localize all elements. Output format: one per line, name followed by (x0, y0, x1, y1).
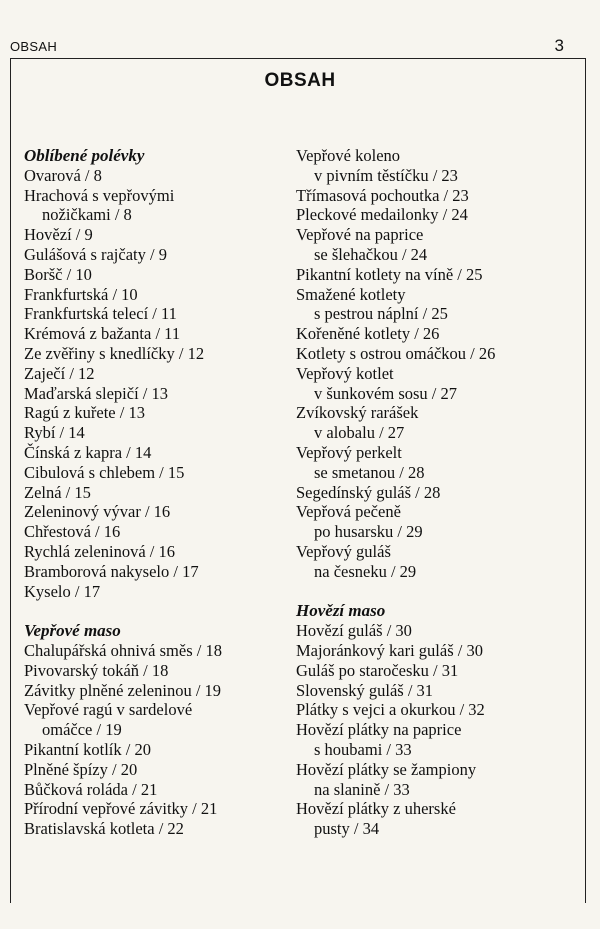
toc-entry-continuation: na česneku / 29 (314, 561, 417, 581)
toc-entry (296, 641, 586, 661)
toc-entry-text: Pikantní kotlík / 20 (24, 739, 151, 759)
toc-entry (296, 324, 586, 344)
toc-entry (296, 146, 586, 186)
toc-entry (296, 285, 586, 325)
toc-entry-text: Boršč / 10 (24, 264, 92, 284)
toc-entry (24, 364, 284, 384)
toc-entry-continuation: s pestrou náplní / 25 (314, 304, 448, 324)
toc-entry (296, 403, 586, 443)
toc-entry-text: Čínská z kapra / 14 (24, 442, 152, 462)
toc-entry (296, 443, 586, 483)
toc-entry-text: Pikantní kotlety na víně / 25 (296, 264, 483, 284)
toc-entry-text: Vepřové koleno (296, 146, 401, 165)
toc-entry-text: Smažené kotlety (296, 284, 406, 304)
toc-entry (296, 265, 586, 285)
toc-entry (24, 186, 284, 226)
page-title: OBSAH (264, 70, 336, 91)
toc-entry-text: Frankfurtská telecí / 11 (24, 304, 177, 324)
toc-entry-text: Kyselo / 17 (24, 581, 101, 601)
toc-entry (24, 245, 284, 265)
toc-entry (24, 166, 284, 186)
section-gap (296, 582, 586, 602)
toc-entry (24, 502, 284, 522)
toc-entry (24, 760, 284, 780)
toc-entry-continuation: nožičkami / 8 (42, 205, 132, 225)
toc-entry (296, 364, 586, 404)
toc-entry (296, 205, 586, 225)
toc-entry (24, 700, 284, 740)
toc-entry-continuation: omáčce / 19 (42, 720, 122, 740)
toc-entry-text: Kořeněné kotlety / 26 (296, 324, 440, 344)
toc-entry-text: Segedínský guláš / 28 (296, 482, 441, 502)
toc-entry-text: Zeleninový vývar / 16 (24, 502, 171, 522)
toc-entry-text: Ragú z kuřete / 13 (24, 403, 145, 423)
toc-entry (24, 344, 284, 364)
running-header (10, 36, 564, 56)
toc-entry-continuation: na slanině / 33 (314, 779, 410, 799)
toc-entry-text: Vepřové ragú v sardelové (24, 700, 193, 720)
toc-entry (24, 522, 284, 542)
toc-entry-text: Frankfurtská / 10 (24, 284, 138, 304)
toc-entry-text: Rychlá zeleninová / 16 (24, 541, 175, 561)
toc-entry-text: Hovězí plátky z uherské (296, 799, 456, 819)
toc-entry (296, 502, 586, 542)
toc-entry (24, 265, 284, 285)
toc-entry-text: Majoránkový kari guláš / 30 (296, 640, 483, 660)
toc-entry-text: Krémová z bažanta / 11 (24, 324, 181, 344)
toc-entry-continuation: s houbami / 33 (314, 739, 412, 759)
toc-entry-text: Zelná / 15 (24, 482, 91, 502)
toc-entry-text: Plátky s vejci a okurkou / 32 (296, 700, 485, 720)
toc-entry-text: Chalupářská ohnivá směs / 18 (24, 640, 222, 660)
toc-entry-text: Ze zvěřiny s knedlíčky / 12 (24, 343, 205, 363)
toc-entry (296, 621, 586, 641)
toc-entry (24, 542, 284, 562)
toc-entry (24, 641, 284, 661)
toc-entry (296, 225, 586, 265)
toc-entry (296, 760, 586, 800)
section-heading: Vepřové maso (24, 621, 121, 641)
toc-entry-text: Přírodní vepřové závitky / 21 (24, 799, 218, 819)
toc-entry-text: Pleckové medailonky / 24 (296, 205, 468, 225)
toc-left-column (24, 146, 284, 839)
toc-entry-text: Chřestová / 16 (24, 522, 121, 542)
toc-entry (24, 423, 284, 443)
toc-entry (296, 681, 586, 701)
toc-entry-continuation: pusty / 34 (314, 819, 380, 839)
toc-entry (24, 799, 284, 819)
toc-entry-text: Bůčková roláda / 21 (24, 779, 158, 799)
toc-entry (24, 225, 284, 245)
toc-entry-text: Rybí / 14 (24, 423, 85, 443)
toc-entry-continuation: v pivním těstíčku / 23 (314, 165, 458, 185)
section-gap (24, 601, 284, 621)
section-heading: Oblíbené polévky (24, 146, 145, 165)
toc-entry (24, 661, 284, 681)
toc-entry (296, 700, 586, 720)
toc-entry-text: Vepřový perkelt (296, 442, 402, 462)
toc-entry (296, 542, 586, 582)
toc-entry (24, 443, 284, 463)
toc-entry-continuation: v šunkovém sosu / 27 (314, 383, 458, 403)
toc-entry (296, 720, 586, 760)
toc-entry (24, 562, 284, 582)
page-number: 3 (554, 36, 564, 55)
toc-entry-text: Hovězí / 9 (24, 225, 93, 245)
toc-entry (24, 582, 284, 602)
toc-entry (24, 403, 284, 423)
toc-entry-text: Hovězí plátky se žampiony (296, 759, 477, 779)
toc-entry (24, 324, 284, 344)
running-header-title: OBSAH (10, 39, 58, 54)
toc-entry (296, 186, 586, 206)
toc-entry (24, 681, 284, 701)
toc-entry (24, 483, 284, 503)
toc-entry-text: Kotlety s ostrou omáčkou / 26 (296, 343, 496, 363)
toc-entry-continuation: se šlehačkou / 24 (314, 244, 428, 264)
toc-entry-text: Pivovarský tokáň / 18 (24, 660, 169, 680)
toc-entry (24, 780, 284, 800)
toc-entry-text: Ovarová / 8 (24, 165, 102, 185)
toc-entry (296, 344, 586, 364)
toc-entry-text: Vepřové na paprice (296, 225, 424, 245)
toc-entry-text: Vepřový guláš (296, 541, 391, 561)
toc-entry-text: Cibulová s chlebem / 15 (24, 462, 185, 482)
toc-entry-text: Slovenský guláš / 31 (296, 680, 434, 700)
toc-entry-text: Gulášová s rajčaty / 9 (24, 244, 167, 264)
toc-right-column (296, 146, 586, 839)
toc-entry (24, 285, 284, 305)
toc-entry-continuation: v alobalu / 27 (314, 423, 405, 443)
toc-entry-text: Třímasová pochoutka / 23 (296, 185, 469, 205)
toc-entry (296, 483, 586, 503)
toc-entry-text: Bratislavská kotleta / 22 (24, 819, 184, 839)
toc-entry-continuation: se smetanou / 28 (314, 462, 425, 482)
toc-entry-text: Vepřový kotlet (296, 363, 394, 383)
toc-entry-continuation: po husarsku / 29 (314, 522, 423, 542)
toc-entry (24, 304, 284, 324)
toc-entry-text: Hovězí guláš / 30 (296, 621, 412, 641)
toc-entry-text: Bramborová nakyselo / 17 (24, 561, 199, 581)
section-heading: Hovězí maso (296, 601, 386, 621)
toc-entry (24, 740, 284, 760)
toc-entry-text: Hovězí plátky na paprice (296, 720, 462, 740)
toc-entry (296, 799, 586, 839)
toc-entry-text: Plněné špízy / 20 (24, 759, 138, 779)
toc-entry-text: Hrachová s vepřovými (24, 185, 175, 205)
toc-entry (24, 463, 284, 483)
toc-entry-text: Zvíkovský rarášek (296, 403, 419, 423)
toc-entry (24, 819, 284, 839)
toc-entry (24, 384, 284, 404)
toc-entry-text: Vepřová pečeně (296, 502, 401, 522)
toc-entry (296, 661, 586, 681)
toc-entry-text: Zaječí / 12 (24, 363, 95, 383)
toc-entry-text: Maďarská slepičí / 13 (24, 383, 169, 403)
toc-entry-text: Závitky plněné zeleninou / 19 (24, 680, 222, 700)
toc-entry-text: Guláš po staročesku / 31 (296, 660, 459, 680)
